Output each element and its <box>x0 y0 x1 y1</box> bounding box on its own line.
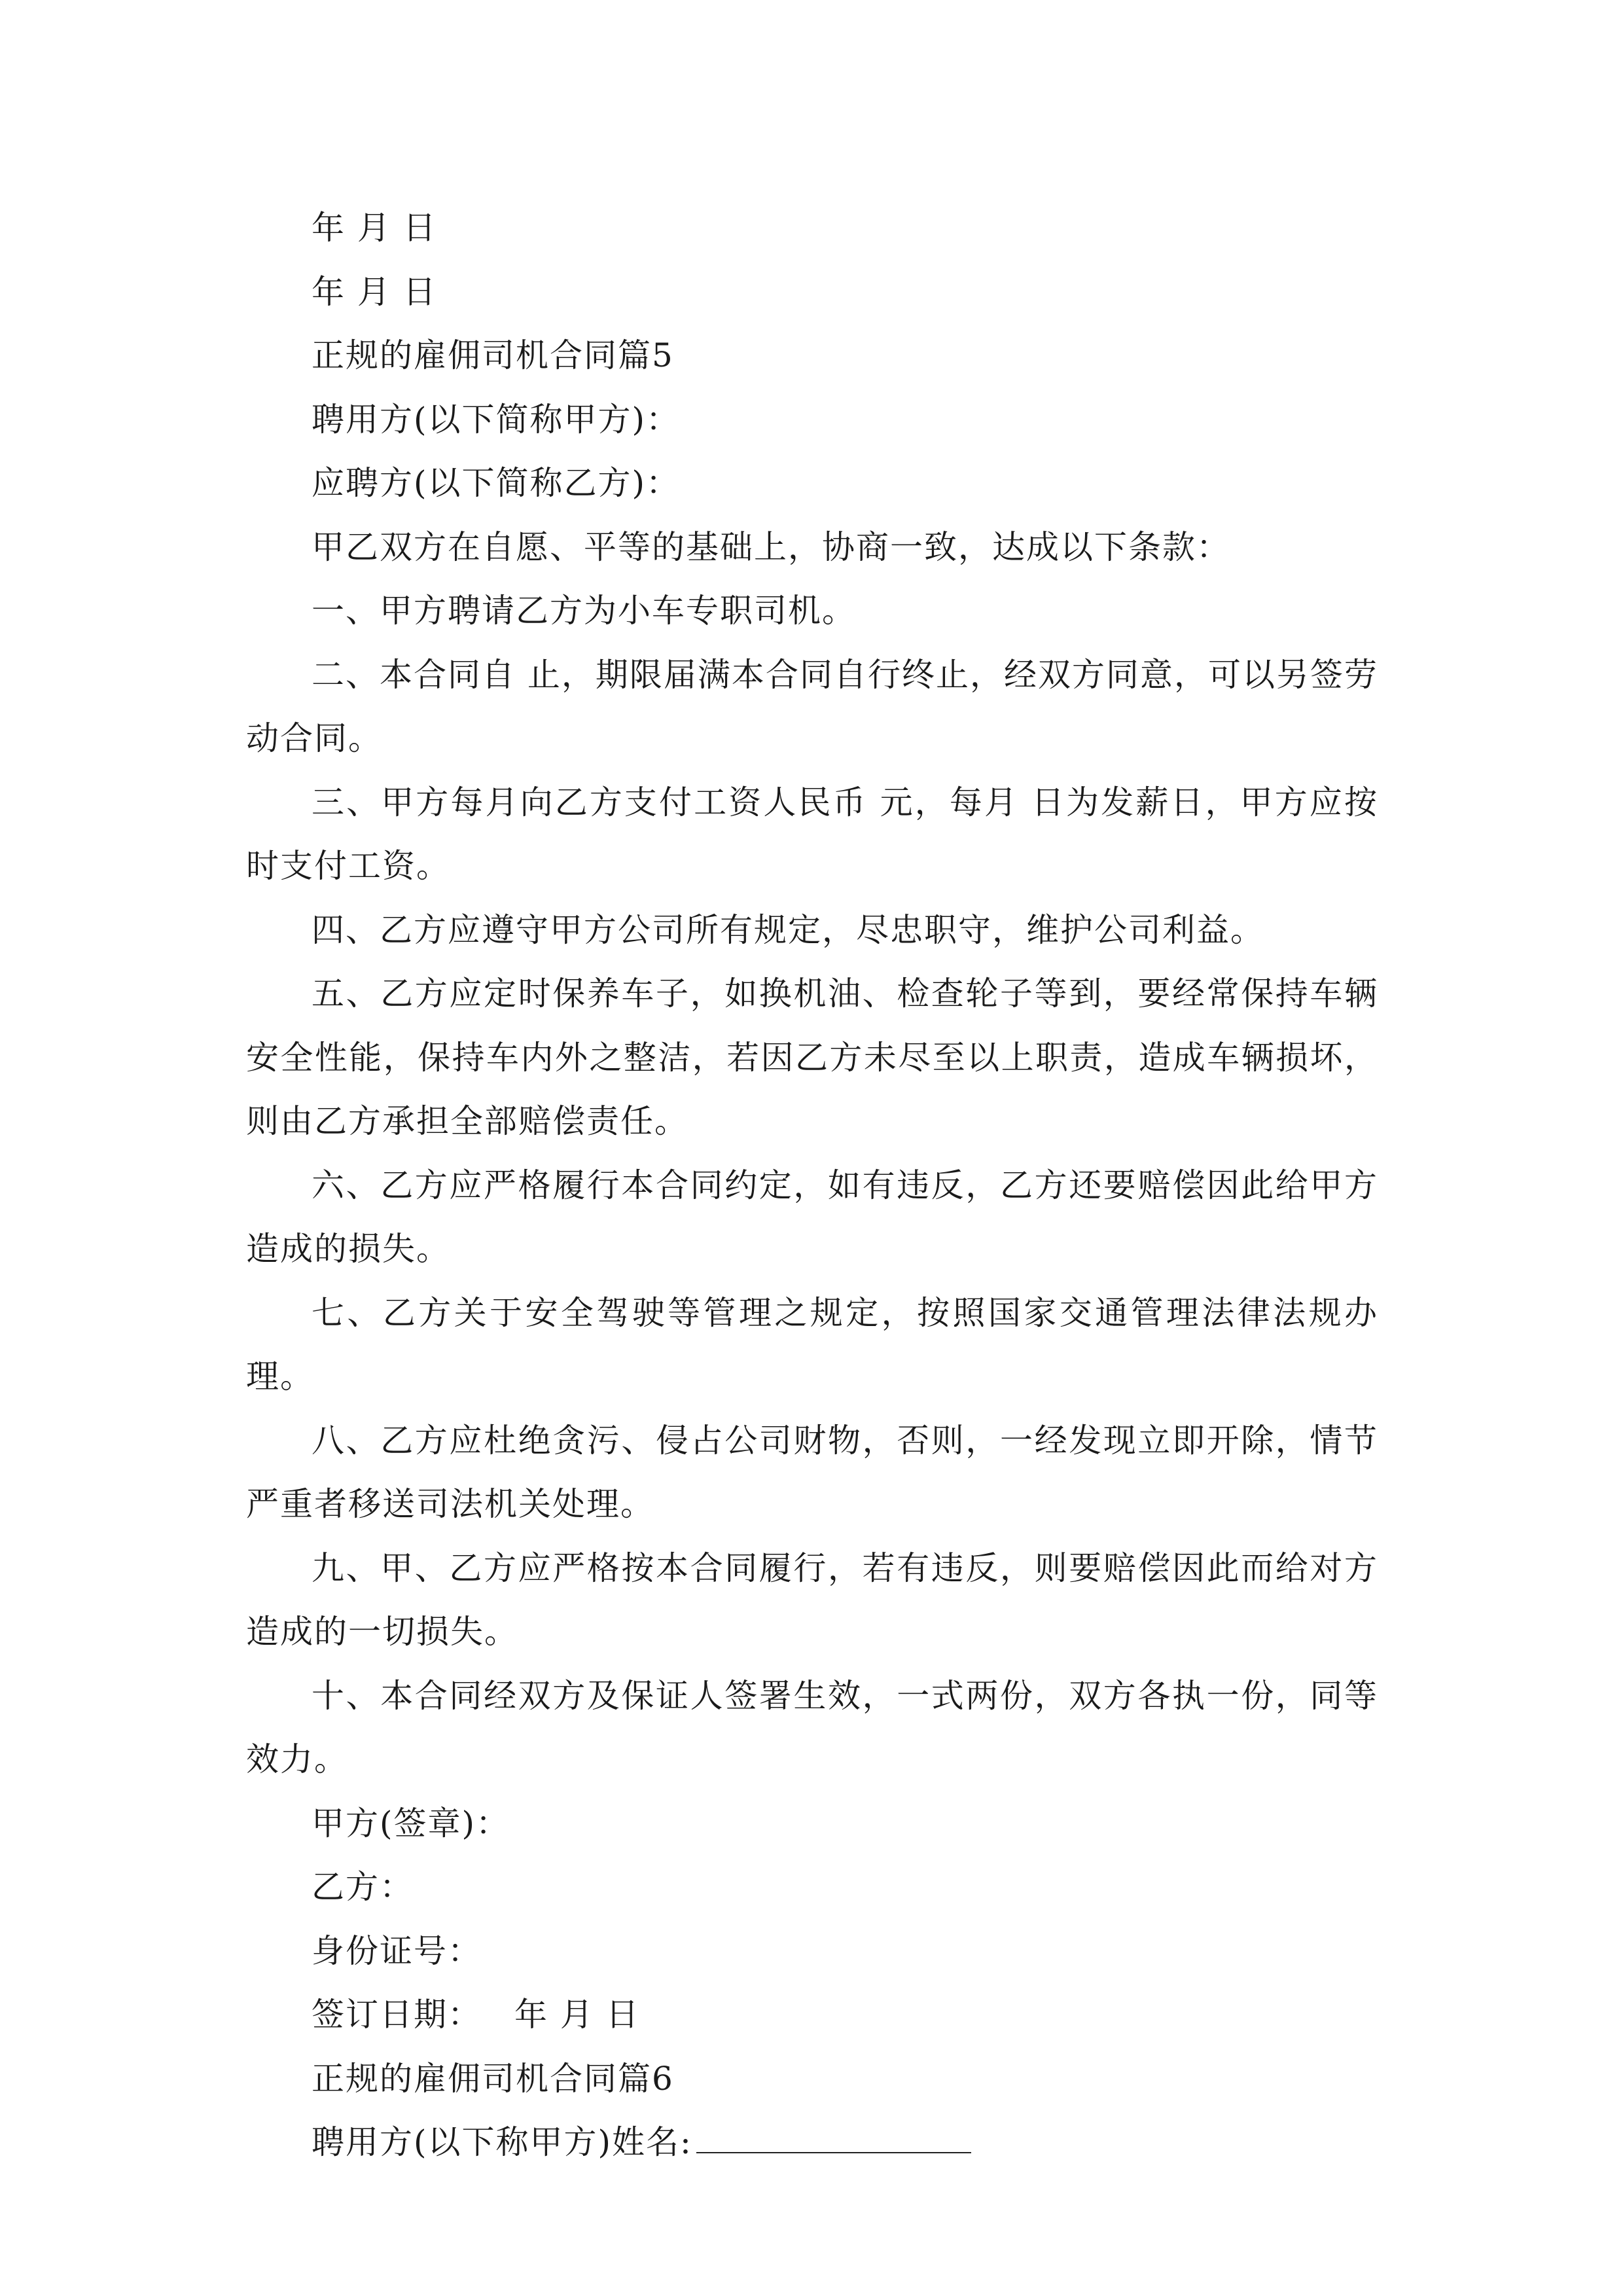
clause-7: 七、乙方关于安全驾驶等管理之规定，按照国家交通管理法律法规办理。 <box>246 1293 1378 1395</box>
party-b-line: 乙方： <box>312 1868 414 1906</box>
section-heading-6: 正规的雇佣司机合同篇6 <box>312 2059 674 2098</box>
date-line: 年 月 日 <box>312 272 437 311</box>
employer-line: 聘用方(以下简称甲方)： <box>312 400 681 439</box>
document-body <box>246 196 1378 2175</box>
employer-name-line <box>246 2111 1378 2175</box>
clause-4: 四、乙方应遵守甲方公司所有规定，尽忠职守，维护公司利益。 <box>312 910 1264 949</box>
employer-name-blank <box>696 2113 971 2153</box>
party-a-signature: 甲方(签章)： <box>312 1804 510 1842</box>
sign-date-value: 年 月 日 <box>514 1996 640 2034</box>
clause-9: 九、甲、乙方应严格按本合同履行，若有违反，则要赔偿因此而给对方造成的一切损失。 <box>246 1549 1378 1651</box>
employee-line: 应聘方(以下简称乙方)： <box>312 464 681 502</box>
date-line: 年 月 日 <box>312 209 437 247</box>
clause-8: 八、乙方应杜绝贪污、侵占公司财物，否则，一经发现立即开除，情节严重者移送司法机关处理。 <box>246 1421 1378 1523</box>
clause-5: 五、乙方应定时保养车子，如换机油、检查轮子等到，要经常保持车辆安全性能，保持车内外之整洁，若因乙方未尽至以上职责，造成车辆损坏，则由乙方承担全部赔偿责任。 <box>246 975 1378 1140</box>
section-heading-5: 正规的雇佣司机合同篇5 <box>312 336 674 374</box>
clause-6: 六、乙方应严格履行本合同约定，如有违反，乙方还要赔偿因此给甲方造成的损失。 <box>246 1166 1378 1268</box>
clause-10: 十、本合同经双方及保证人签署生效，一式两份，双方各执一份，同等效力。 <box>246 1676 1378 1778</box>
intro-paragraph: 甲乙双方在自愿、平等的基础上，协商一致，达成以下条款： <box>312 528 1230 566</box>
sign-date-label: 签订日期： <box>312 1996 482 2034</box>
clause-3: 三、甲方每月向乙方支付工资人民币 元，每月 日为发薪日，甲方应按时支付工资。 <box>246 783 1378 885</box>
clause-1: 一、甲方聘请乙方为小车专职司机。 <box>312 592 856 630</box>
id-number-line: 身份证号： <box>312 1931 482 1970</box>
sign-date-line <box>246 1983 1378 2047</box>
clause-2: 二、本合同自 止，期限届满本合同自行终止，经双方同意，可以另签劳动合同。 <box>246 655 1378 757</box>
employer-name-label: 聘用方(以下称甲方)姓名: <box>312 2123 692 2161</box>
